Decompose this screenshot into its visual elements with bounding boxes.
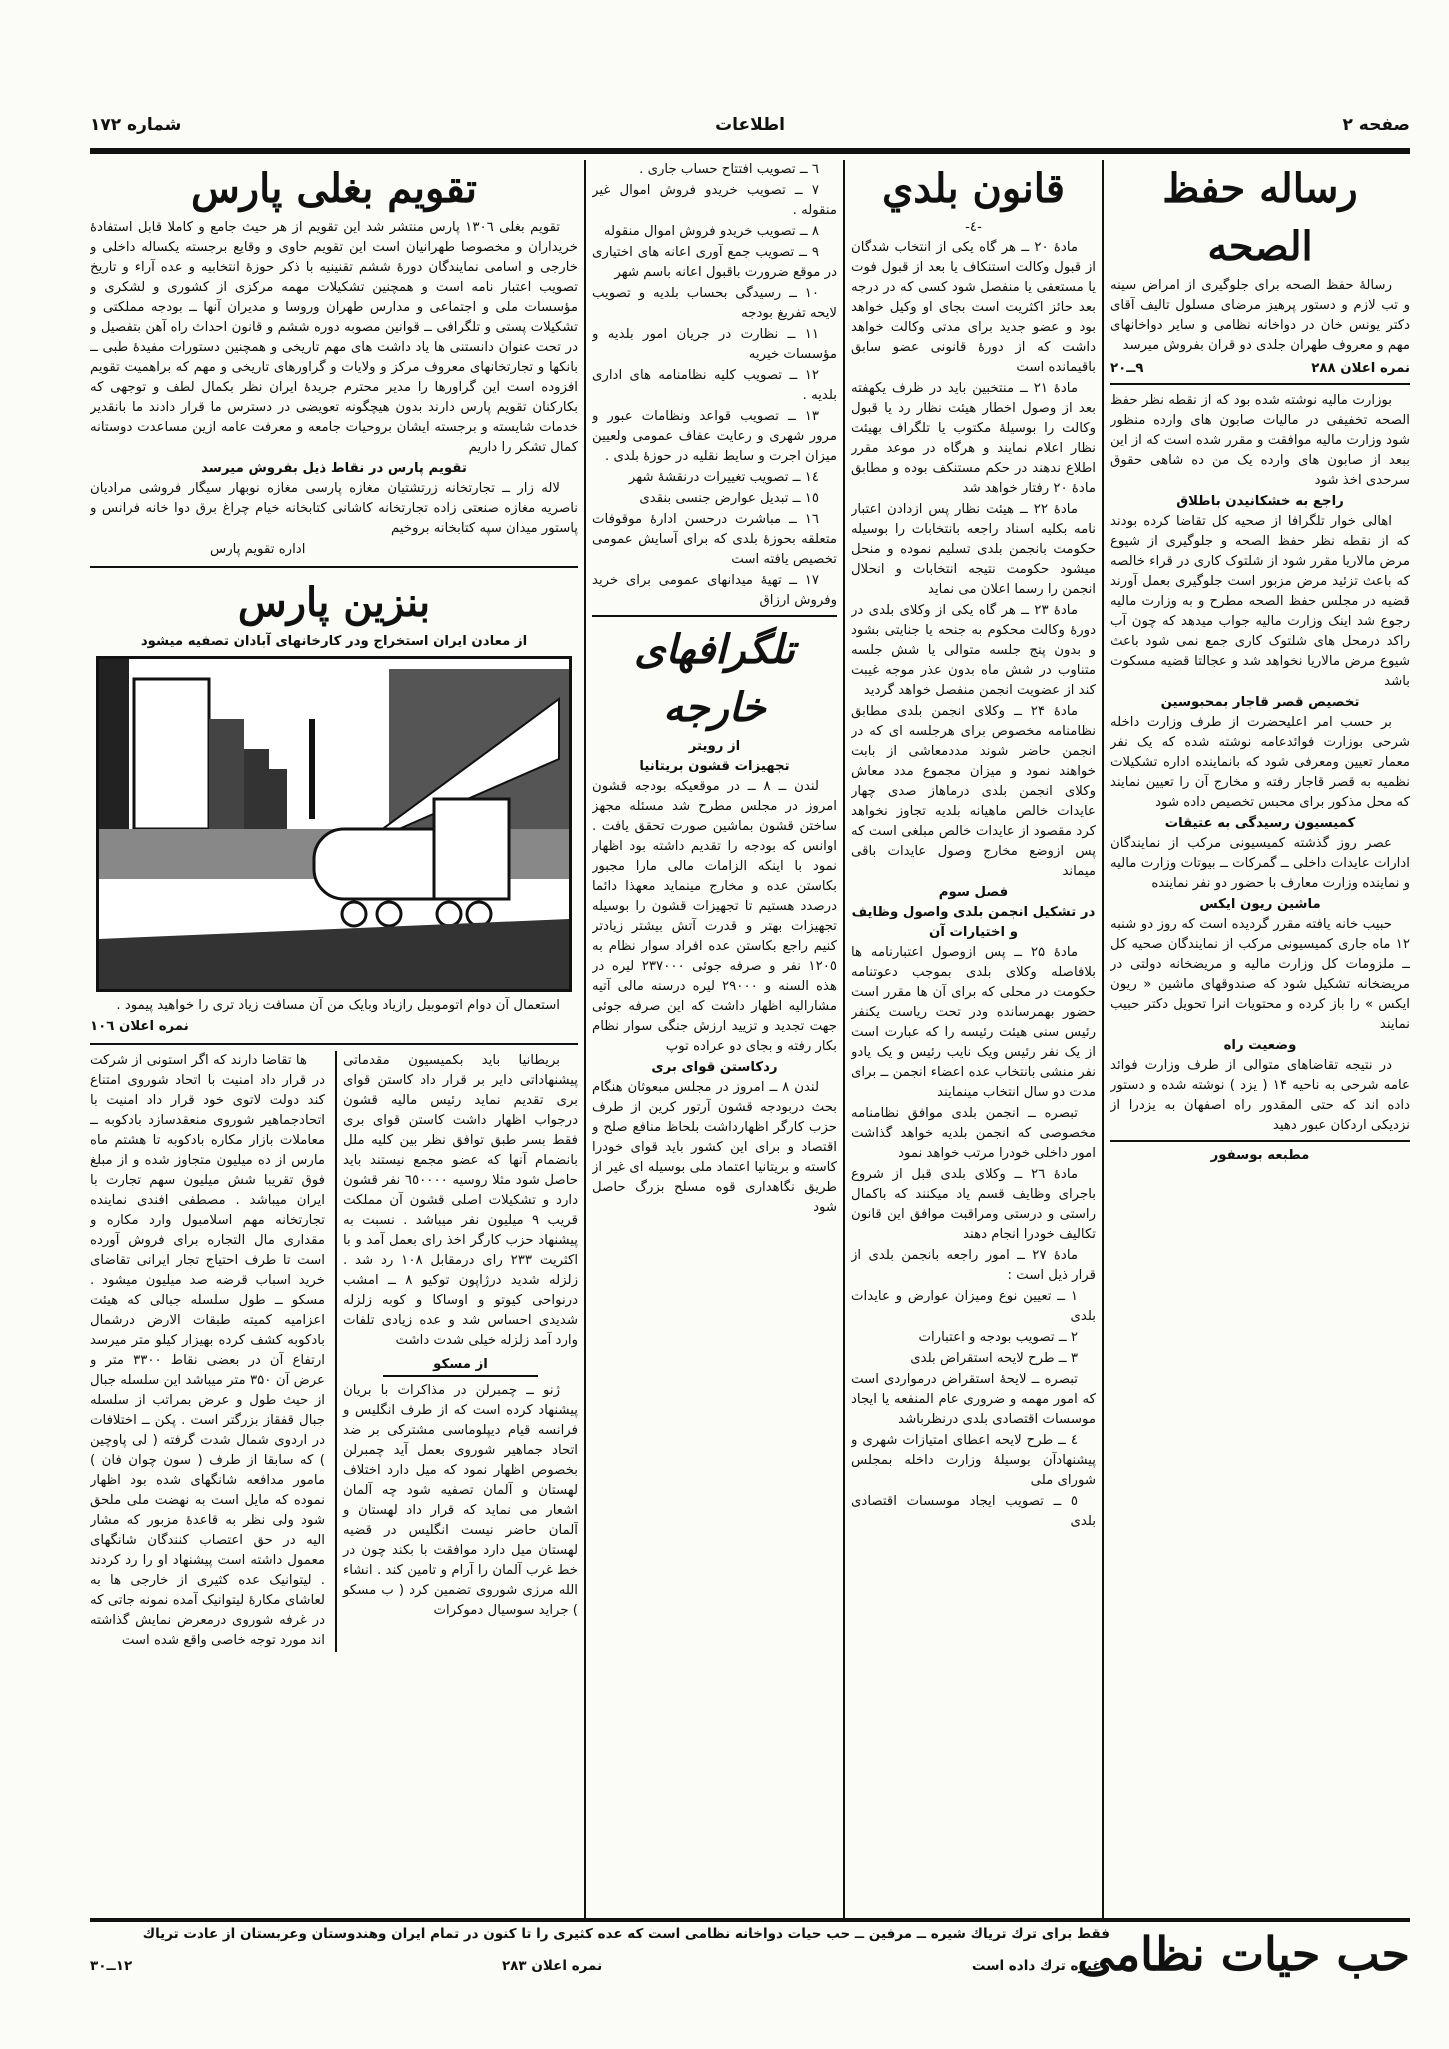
article-baku-peking: ها تقاضا دارند که اگر استونی از شرکت در قرار داد امنیت با اتحاد شوروی امتناع کند دولت لاتوی خود قرار داد امنیت با اتحادجماهیر شوروی منعقدسازد بادکوبه ــ معاملات بازار مکاره بادکوبه تا هشتم ماه مارس از ده میلیون متجاوز شده و از مبلغ فوق تقریبا شش میلیون سهم تجارت با ایران میباشد . مصطفی افندی نماینده تجارتخانه مهم اسلامبول وارد مکاره و مقداری مال التجاره برای فروش آورده است تا طرف احتیاج تجار ایرانی تقاضای خرید اسباب قرضه صد میلیون میشود . مسکو ــ طول سلسله جبالی که هیئت اعزامیه کمیته طبقات الارض درشمال بادکوبه کشف کرده بهیزار کیلو متر میرسد ارتفاع آن در بعضی نقاط ۳۳۰۰ متر و عرض آن ۳۵۰ متر میباشد این سلسله جبال از حیث طول و عرض بمراتب از سلسله جبال قفقاز بزرگتر است . پکن ــ اختلافات در اردوی شمال شدت گرفته ( لی پاوچین ) که سابقا از طرف ( سون چوان فان ) مامور مدافعه شانگهای شده بود اظهار نموده که مایل است به نهضت ملی ملحق شود ولی نظر به قاعدهٔ مزبور که مشار الیه در حق اعتصاب کنندگان شانگهای معمول داشته است پیشنهاد او را رد کردند . لیتوانیک عده کثیری از خارجی ها به لعاشای مکارهٔ لیتوانیک آمده نمونه جاتی که در غرفه شوروی درمعرض نمایش گذاشته اند مورد توجه خاصی واقع شده است xyxy=(90,1053,325,1648)
duty-1: ۱ ــ تعیین نوع ومیزان عوارض و عایدات بلدی xyxy=(851,1289,1096,1324)
list-item: ۱٦ ــ مباشرت درحسن ادارهٔ موقوفات متعلقه بحوزهٔ بلدی که برای آسایش عمومی تخصیص یافته است xyxy=(592,512,837,567)
article-british-army: لندن ــ ۸ ــ در موقعیکه بودجه قشون امروز در مجلس مطرح شد مسئله مجهز ساختن قشون بماشین صورت تحقق یافت . اوانس که بودجه را تقدیم داشته بود اظهار نمود با اینکه الزامات مالی مارا مجبور بکاستن عده و مخارج مینماید معهذا دائما درصدد هستیم تا تجهیزات قشون را بوسیله تجهیزات بهتر و قدرت آتش بیشتر زیادتر کنیم راجع بکاستن عده افراد سوار نظام به ۱۲۰٥ نفر و صرفه جوئی ۲۳۷۰۰۰ لیره در هذه السنه و ۲۹۰۰۰ لیره درسنه مالی آتیه مشارالیه اظهار داشت که این صرفه جوئی جهت تجدید و تزیید ارزش جنگی سوار نظام بکار رفته و بجای دو عراده توپ xyxy=(592,779,837,1054)
article-22: مادهٔ ۲۲ ــ هیئت نظار پس ازدادن اعتبار نامه بکلیه اسناد راجعه بانتخابات را بوسیله حکومت بانجمن بلدی تسلیم نموده و منحل میشود حکومت نتیجه انتخابات و انحلال انجمن را رسما اعلان می نماید xyxy=(851,502,1096,597)
headline-benzine-pars: بنزین پارس xyxy=(237,579,431,626)
subhead-moscow: از مسکو xyxy=(383,1355,538,1377)
subhead-commission: کمیسیون رسیدگی به عتیقات xyxy=(1164,816,1356,831)
article-land-forces-cont: بریطانیا باید بکمیسیون مقدماتی پیشنهاداتی دایر بر قرار داد کاستن قوای بری تقدیم نماید رئیس مالیه قشون درجواب اظهار داشت کاستن قوای بری فقط بسر طبق توافق نظر بین کلیه ملل بانضمام آنها که عضو مجمع نیستند باید حاصل شود مثلا روسیه ٦٥۰۰۰۰ نفر قشون دارد و تشکیلات اصلی قشون آن مملکت قریب ۹ میلیون نفر میباشد . نسبت به پیشنهاد حزب کارگر اخذ رای بعمل آمد و با اکثریت ۲۳۳ رای درمقابل ۱۰۸ رد شد . زلزله شدید درژاپون توکیو ۸ ــ امشب درنواحی کیوتو و اوساکا و کوبه زلزله شدیدی احساس شد و عده زیادی تلفات وارد آمد زلزله خیلی شدت داشت xyxy=(343,1053,578,1348)
divider xyxy=(90,1043,578,1045)
news-column-b xyxy=(335,1051,578,1652)
list-item: ۱۰ ــ رسیدگی بحساب بلدیه و تصویب لایحه تفریغ بودجه xyxy=(592,286,837,321)
headline-pars-calendar: تقویم بغلی پارس xyxy=(190,165,478,212)
column-foreign-telegrams xyxy=(592,160,837,1920)
sale-points: لاله زار ــ تجارتخانه زرتشتیان مغازه پارسی مغازه نوبهار سیگار فروشی مرادیان ناصریه مغازه صنعتی زاده تجارتخانه کاشانی کتابخانه خیام چراغ برق دوا خانه فرانس و پاستور میدان سپه کتابخانه بروخیم xyxy=(90,481,578,536)
duty-2: ۲ ــ تصویب بودجه و اعتبارات xyxy=(918,1330,1078,1345)
article-prison: بر حسب امر اعلیحضرت از طرف وزارت داخله شرحی بوزارت فوائدعامه نوشته شده که یک نفر معمار تعیین ومعرفی شود که بانماینده اداره تشکیلات نظمیه به قصر قاجار رفته و مخارج آن را تعیین نمایند که محل مذکور برای محبس تخصیص داده شود xyxy=(1110,715,1410,810)
article-27: مادهٔ ۲۷ ــ امور راجعه بانجمن بلدی از قرار ذیل است : xyxy=(851,1248,1096,1283)
column-municipal-law xyxy=(851,160,1096,1920)
headline-foreign-telegrams: تلگرافهای خارجه xyxy=(634,626,795,731)
newspaper-page xyxy=(90,100,1410,2000)
footer-ad-text-end: وغیره ترك داده است xyxy=(971,1958,1110,1974)
list-item: ۱٤ ــ تصویب تغییرات درنقشهٔ شهر xyxy=(628,470,819,485)
refinery-illustration xyxy=(96,656,572,992)
note: تبصره ــ انجمن بلدی موافق نظامنامه مخصوصی که انجمن بلدیه خواهد گذاشت امور داخلی خودرا مرتب خواهد نمود xyxy=(851,1106,1096,1161)
article-25: مادهٔ ۲۵ ــ پس ازوصول اعتبارنامه ها بلافاصله وکلای بلدی بموجب دعوتنامه حکومت در محلی که برای آن ها مقرر است حضور بهمرسانده ودر تحت ریاست یکنفر رئیس سنی هیئت رئیسه را که عبارت است از یک نفر رئیس ویک نایب رئیس و یک یادو نفر منشی بانتخاب عده اعضاء انجمن ــ برای مدت دو سال انتخاب مینمایند xyxy=(851,945,1096,1100)
article-23: مادهٔ ۲۳ ــ هر گاه یکی از وکلای بلدی در دورهٔ وکالت محکوم به جنحه یا جنایتی بشود و بدون پنج جلسه متوالی یا شش جلسه متناوب در شش ماه بدون عذر موجه غیبت کند از عضویت انجمن منفصل خواهد گردید xyxy=(851,603,1096,698)
subhead-land-forces: ردکاستن قوای بری xyxy=(651,1060,778,1075)
chapter-heading: فصل سوم xyxy=(938,885,1009,900)
subhead-road: وضعیت راه xyxy=(1223,1038,1297,1053)
column-health xyxy=(1110,160,1410,1920)
lower-news-columns xyxy=(90,1051,578,1652)
list-item: ۱٥ ــ تبدیل عوارض جنسی بنقدی xyxy=(639,491,819,506)
list-item: ۸ ــ تصویب خریدو فروش اموال منقوله xyxy=(603,224,819,239)
article-land-forces: لندن ۸ ــ امروز در مجلس مبعوثان هنگام بحث دربودجه قشون آرتور کرین از طرف حزب کارگر اظهارداشت بلحاظ منافع صلح و اقتصاد و برای این کشور باید قوای خودرا کاسته و بریتانیا اعتماد ملی بوسیله ای غیر از طریق نگاهداری قوه مسلح بزرگ حاصل شود xyxy=(592,1080,837,1215)
duty-3: ۳ ــ طرح لایحه استقراض بلدی xyxy=(910,1351,1078,1366)
subhead-british-army: تجهیزات قشون بریتانیا xyxy=(639,759,790,774)
article-21: مادهٔ ۲۱ ــ منتخبین باید در ظرف یکهفته بعد از وصول اخطار هیئت نظار رد یا قبول وکالت را بوسیلهٔ مکتوب یا تلگراف بهیئت نظار اعلام نمایند و هرگاه در موعد مقرر اطلاع ندهند در حکم مستنکف بوده و مطابق مادهٔ ۲۰ رفتار خواهد شد xyxy=(851,381,1096,496)
masthead xyxy=(90,115,1410,145)
divider xyxy=(90,566,578,568)
ad-code: ۹ــ۲۰ xyxy=(1110,361,1144,376)
footer-ad-row xyxy=(90,1958,1110,1974)
refinery-train-icon xyxy=(99,659,569,989)
duty-5: ٥ ــ تصویب ایجاد موسسات اقتصادی بلدی xyxy=(851,1494,1096,1529)
article-26: مادهٔ ۲٦ ــ وکلای بلدی قبل از شروع باجرای وظایف قسم یاد میکنند که باکمال راستی و درستی ومراقبت موافق این قانون تکالیف خودرا انجام دهند xyxy=(851,1167,1096,1242)
divider xyxy=(1110,1140,1410,1142)
column-rule xyxy=(1102,160,1104,1920)
list-item: ۱۱ ــ نظارت در جریان امور بلدیه و مؤسسات خیریه xyxy=(592,327,837,362)
subhead-xray: ماشین ریون ایکس xyxy=(1199,897,1321,912)
list-item: ۱۳ ــ تصویب قواعد ونظامات عبور و مرور شهری و رعایت عفاف عمومی ولعیین میزان اجرت و سایط نقلیه در حوزهٔ بلدی . xyxy=(592,409,837,464)
article-commission: عصر روز گذشته کمیسیونی مرکب از نمایندگان ادارات عایدات داخلی ــ گمرکات ــ بیوتات وزارت مالیه و نماینده وزارت معارف با حضور دو نفر نماینده xyxy=(1110,836,1410,891)
list-item: ۱۲ ــ تصویب کلیه نظامنامه های اداری بلدیه . xyxy=(592,368,837,403)
column-calendar-benzine xyxy=(90,160,578,1920)
article-marsh: اهالی خوار تلگرافا از صحیه کل تقاضا کرده بودند که از نقطه نظر حفظ الصحه و جلوگیری از شیوع مرض مالاریا مقرر شود از شلتوک کاری در قراء خالصه که باعث تزئید مرض مزبور است جلوگیری بعمل آورند قضیه در مجلس حفظ الصحه مطرح و به وزارت مالیه رجوع شد اینک وزارت مالیه جواب میدهد که چون آب راکد درمحل های شلتوک کاری جمع نمی شود باعث شیوع مرض مالاریا نخواهد شد و عجالتا قضیه مسکوت باشد xyxy=(1110,514,1410,689)
news-column-a xyxy=(90,1051,325,1652)
article-20: مادهٔ ۲۰ ــ هر گاه یکی از انتخاب شدگان از قبول وکالت استنکاف یا بعد از قبول فوت یا مستعفی یا منفصل شود کسی که در درجه بعد حائز اکثریت است بجای او وکیل خواهد بود و عضو جدید برای مدتی وکالت خواهد داشت که از دورهٔ قانونی عضو سابق باقیمانده است xyxy=(851,240,1096,375)
part-number: -٤- xyxy=(965,220,982,235)
article-soap: بوزارت مالیه نوشته شده بود که از نقطه نظر حفظ الصحه تخفیفی در مالیات صابون های وارده منظور شود وزارت مالیه موافقت و مقرر شده است که از این ببعد از صابون های وارده یک من ده شاهی حقوق سرحدی اخذ شود xyxy=(1110,393,1410,488)
list-item: ۱۷ ــ تهیهٔ میدانهای عمومی برای خرید وفروش ارزاق xyxy=(592,573,837,608)
divider xyxy=(592,615,837,617)
headline-health-treatise: رساله حفظ الصحه xyxy=(1162,165,1358,270)
article-geneva: ژنو ــ چمبرلن در مذاکرات با بریان پیشنهاد کرده است که از طرف انگلیس و فرانسه قیام دیپلوماسی مشترکی بر ضد اتحاد جماهیر شوروی بعمل آید چمبرلن بخصوص اظهار نمود که میل دارد اختلاف لهستان و آلمان تصفیه شود چه آلمان اشعار می نماید که قرار داد لهستان و آلمان حاضر نیست انگلیس در قضیه لهستان میل دارد موافقت با بکند چون در خط غرب آلمان را آرام و تامین کند . انشاء الله مرزی شوروی تضمین کرد ( ب مسکو ) جراید سوسیال دموکرات xyxy=(343,1383,578,1618)
article-xray: حبیب خانه یافته مقرر گردیده است که روز دو شنبه ۱۲ ماه جاری کمیسیونی مرکب از نمایندگان صحیه کل ــ ملزومات کل وزارت مالیه و مریضخانه دولتی در مریضخانه تشکیل شود که صندوقهای ماشین « ریون ایکس » را باز کرده و محتویات انرا تحویل دکتر حبیب نمایند xyxy=(1110,917,1410,1032)
newspaper-name: اطلاعات xyxy=(715,115,785,135)
list-item: ۹ ــ تصویب جمع آوری اعانه های اختیاری در موقع ضرورت باقبول اعانه باسم شهر xyxy=(592,245,837,280)
footer-ad xyxy=(90,1922,1410,1992)
column-rule xyxy=(584,160,586,1920)
subhead-prison: تخصیص قصر قاجار بمحبوسین xyxy=(1160,695,1360,710)
subhead-marsh: راجع به خشکانیدن باطلاق xyxy=(1176,494,1344,509)
printer-credit: مطبعه بوسفور xyxy=(1210,1148,1310,1163)
footer-ad-code: ۱۲ــ۳۰ xyxy=(90,1958,133,1974)
headline-municipal-law: قانون بلدي xyxy=(881,165,1066,212)
footer-ad-number: نمره اعلان ۲۸۳ xyxy=(501,1958,603,1974)
benzine-subtitle: از معادن ایران استخراج ودر کارخانهای آبادان تصفیه میشود xyxy=(140,634,528,649)
ad-health-treatise: رسالهٔ حفظ الصحه برای جلوگیری از امراض سینه و تب لازم و دستور پرهیز مرضای مسلول تالیف آقای دکتر یونس خان در دواخانه نظامی و سایر دواخانهای مهم و معروف طهران جلدی دو قران بفروش میرسد xyxy=(1110,278,1410,353)
ad-number: نمره اعلان ۲۸۸ xyxy=(1311,361,1410,376)
benzine-caption: استعمال آن دوام اتوموبیل رازیاد وبایک من آن مسافت زیاد تری را خواهید پیمود . xyxy=(116,998,560,1013)
calendar-signature: اداره تقویم پارس xyxy=(210,542,306,557)
divider xyxy=(1110,383,1410,385)
article-road: در نتیجه تقاضاهای متوالی از طرف وزارت فوائد عامه شرحی به ناحیه ۱۴ ( یزد ) نوشته شده و دستور داده اند که حتی المقدور راه اصفهان به یزدرا از نزدیکی اردکان عبور دهید xyxy=(1110,1058,1410,1133)
article-24: مادهٔ ۲۴ ــ وکلای انجمن بلدی مطابق نظامنامه مخصوص برای هرجلسه ای که در انجمن حاضر شوند مددمعاشی از بابت خواهند نمود و میزان مجموع مدد معاش وکلای انجمن بلدی درماهاز صدی چهار عایدات خالص ماهیانه بلدیه تجاوز نخواهد کرد مقصود از عایدات خالص مبلغی است که پس ازوضع مخارج وصول عایدات باقی میماند xyxy=(851,704,1096,879)
list-item: ٦ ــ تصویب افتتاح حساب جاری . xyxy=(639,162,819,177)
source-reuters: از رویتر xyxy=(688,739,741,754)
benzine-ad-number: نمره اعلان ۱۰٦ xyxy=(90,1019,189,1034)
page-number: صفحه ۲ xyxy=(1342,115,1410,135)
article-pars-calendar: تقویم بغلی ۱۳۰٦ پارس منتشر شد این تقویم از هر حیث جامع و کاملا قابل استفادهٔ خریداران و مخصوصا طهرانیان است این تقویم حاوی و وقایع برجسته یکساله داخلی و خارجی و اسامی نمایندگان دورهٔ ششم تقنینیه با ذکر حوزهٔ انتخابیه و عده آراء و تاریخ تصویب اعتبار نامه است و همچنین تشکیلات مهمه مرکزی از کشوری و لشکری و مؤسسات ملی و اجتماعی و مدارس طهران وروسا و مدیران آنها ــ بودجه مملکتی و تشکیلات پستی و تلگرافی ــ قوانین مصوبه دوره ششم و قانون احداث راه آهن بتفصیل و در تحت عنوان دانستنی ها یاد داشت های مهم تاریخی و همچنین دستورات مفیدهٔ طبی ــ بانکها و تجارتخانهای معروف مرکز و ولایات و گراورهای تاریخی و مهم که براهمیت تقویم افزوده است این گراورها را مدیر محترم جریدهٔ ایران نظر بکمال لطف و توجهی که بکارکنان تقویم پارس دارند بدون هیچگونه تعویضی در دسترس ما قرار دادند ما بانقدیر خدمات شایسته و برجسته ایشان بروحیات جامعه و معرفت عامه ازین مساعدت دوستانه کمال تشکر را داریم xyxy=(90,220,578,455)
sale-points-title: تقویم پارس در نقاط ذیل بفروش میرسد xyxy=(201,461,467,476)
footer-ad-title: حب حیات نظامی xyxy=(1077,1927,1410,1981)
duty-4: ٤ ــ طرح لایحه اعطای امتیازات شهری و پیشنهادآن بوسیلهٔ وزارت داخله بمجلس شورای ملی xyxy=(851,1433,1096,1488)
issue-number: شماره ۱۷۲ xyxy=(90,115,182,135)
footer-ad-text: فقط برای ترك تریاك شیره ــ مرفین ــ حب حیات دواخانه نظامی است که عده کثیری را تا کنون در تمام ایران وهندوستان وعربستان از عادت تریاك xyxy=(142,1926,1110,1942)
column-rule xyxy=(843,160,845,1920)
note-loan: تبصره ــ لایحهٔ استقراض درمواردی است که امور مهمه و ضروری عام المنفعه یا ایجاد موسسات اقتصادی بلدی درنظرباشد xyxy=(851,1372,1096,1427)
masthead-rule xyxy=(90,148,1410,154)
ad-number-row xyxy=(1110,359,1410,379)
chapter-title: در تشکیل انجمن بلدی واصول وظایف و اختیارات آن xyxy=(851,905,1096,940)
list-item: ۷ ــ تصویب خریدو فروش اموال غیر منقوله . xyxy=(592,183,837,218)
